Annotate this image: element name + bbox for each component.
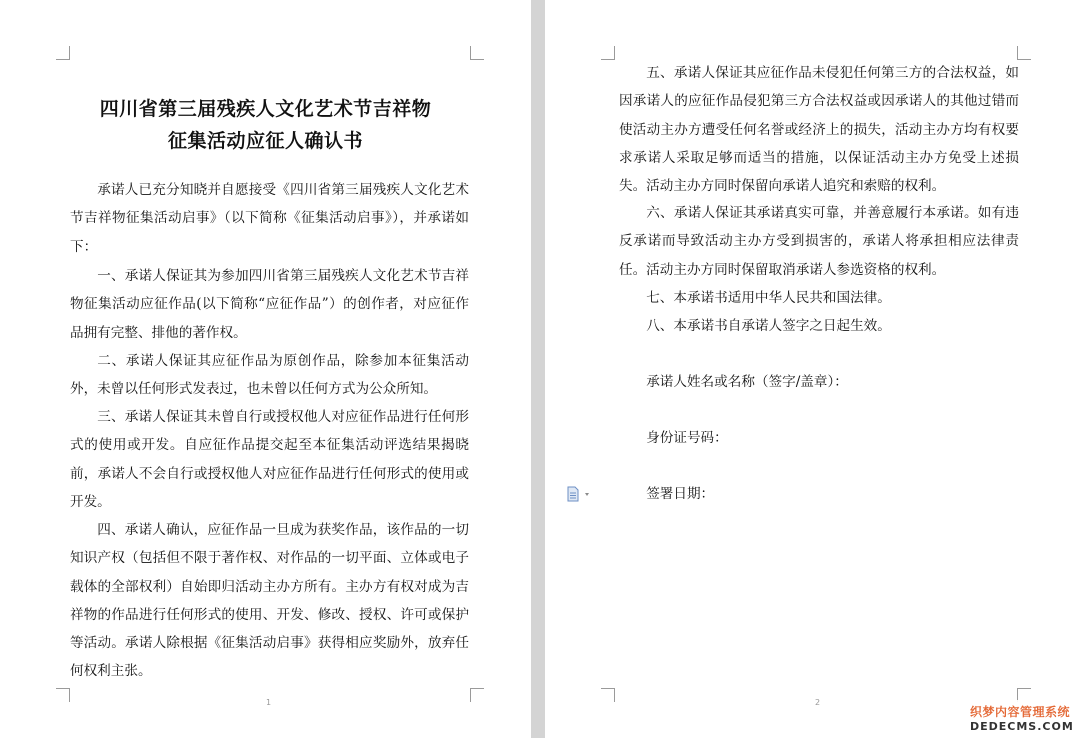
watermark-line-2: DEDECMS.COM (970, 720, 1074, 733)
page-corner-mark (56, 688, 70, 702)
clause-6: 六、承诺人保证其承诺真实可靠，并善意履行本承诺。如有违反承诺而导致活动主办方受到损害的，承诺人将承担相应法律责任。活动主办方同时保留取消承诺人参选资格的权利。 (619, 205, 1019, 278)
document-options-icon[interactable] (566, 486, 594, 502)
page-corner-mark (56, 46, 70, 60)
document-title-line-2: 征集活动应征人确认书 (167, 130, 363, 152)
clause-7: 七、本承诺书适用中华人民共和国法律。 (646, 290, 891, 306)
document-page-2 (545, 0, 1080, 738)
intro-paragraph: 承诺人已充分知晓并自愿接受《四川省第三届残疾人文化艺术节吉祥物征集活动启事》（以下简称《征集活动启事》），并承诺如下： (70, 182, 469, 255)
page-gap (531, 0, 545, 738)
document-page-1 (0, 0, 531, 738)
page-corner-mark (601, 688, 615, 702)
page-number: 2 (815, 698, 821, 707)
signature-label: 承诺人姓名或名称（签字/盖章）： (646, 374, 848, 390)
watermark-line-1: 织梦内容管理系统 (970, 705, 1071, 719)
clause-2: 二、承诺人保证其应征作品为原创作品，除参加本征集活动外，未曾以任何形式发表过，也未曾以任何方式为公众所知。 (70, 353, 469, 398)
clause-3: 三、承诺人保证其未曾自行或授权他人对应征作品进行任何形式的使用或开发。自应征作品提交起至本征集活动评选结果揭晓前，承诺人不会自行或授权他人对应征作品进行任何形式的使用或开发。 (70, 409, 469, 510)
clause-4: 四、承诺人确认，应征作品一旦成为获奖作品，该作品的一切知识产权（包括但不限于著作权、对作品的一切平面、立体或电子载体的全部权利）自始即归活动主办方所有。主办方有权对成为吉祥物的作品进行任何形式的使用、开发、修改、授权、许可或保护等活动。承诺人除根据《征集活动启事》获得相应奖励外，放弃任何权利主张。 (70, 522, 469, 680)
page-number: 1 (266, 698, 272, 707)
page-corner-mark (601, 46, 615, 60)
clause-5: 五、承诺人保证其应征作品未侵犯任何第三方的合法权益，如因承诺人的应征作品侵犯第三方合法权益或因承诺人的其他过错而使活动主办方遭受任何名誉或经济上的损失，活动主办方均有权要求承诺人采取足够而适当的措施，以保证活动主办方免受上述损失。活动主办方同时保留向承诺人追究和索赔的权利。 (619, 65, 1019, 195)
site-watermark (960, 700, 1080, 738)
document-title-line-1: 四川省第三届残疾人文化艺术节吉祥物 (99, 98, 432, 120)
sign-date-label: 签署日期： (646, 486, 715, 502)
page-corner-mark (470, 46, 484, 60)
page-corner-mark (470, 688, 484, 702)
page-corner-mark (1017, 46, 1031, 60)
id-number-label: 身份证号码： (646, 430, 728, 446)
clause-1: 一、承诺人保证其为参加四川省第三届残疾人文化艺术节吉祥物征集活动应征作品(以下简称“应征作品”）的创作者，对应征作品拥有完整、排他的著作权。 (70, 268, 469, 341)
clause-8: 八、本承诺书自承诺人签字之日起生效。 (646, 318, 891, 334)
